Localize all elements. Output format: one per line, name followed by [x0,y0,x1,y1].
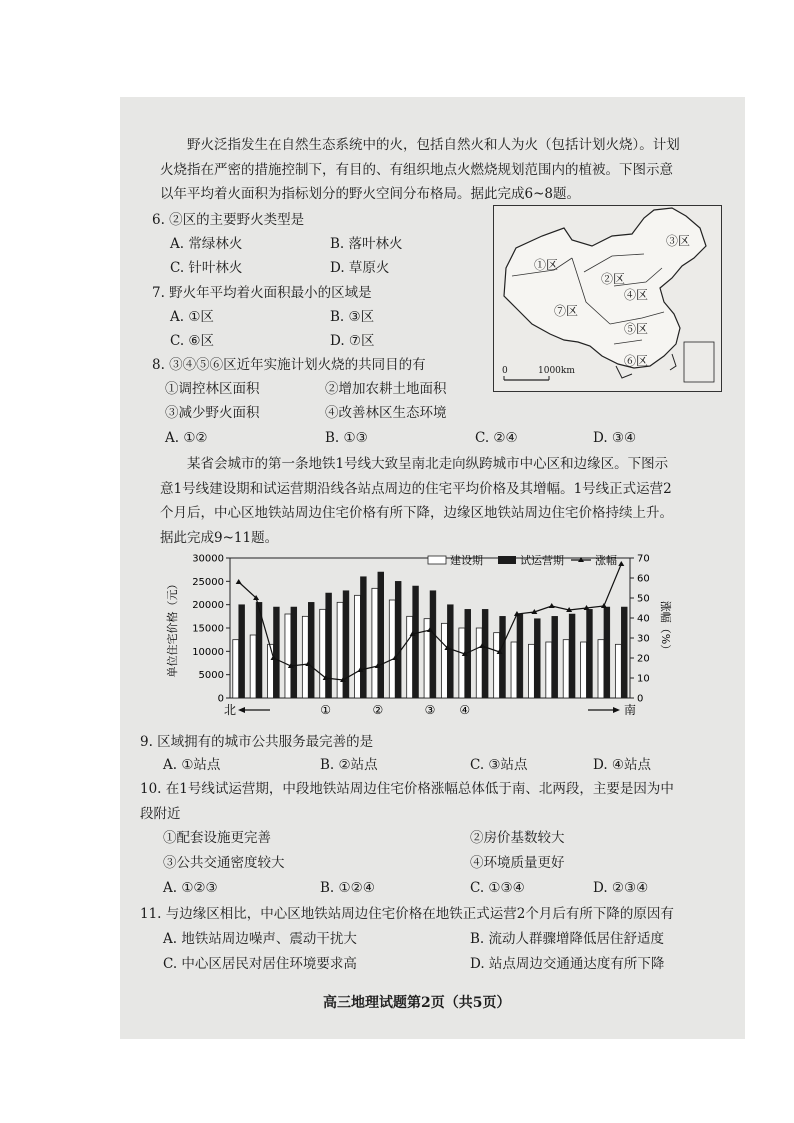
y2-tick-label: 70 [637,553,650,565]
q6-stem: 6. ②区的主要野火类型是 [152,212,305,228]
bar-construction [407,616,413,698]
q8-item-3: ③减少野火面积 [165,405,260,421]
station-mark: ④ [459,703,471,717]
q11-option-d: D. 站点周边交通通达度有所下降 [470,956,665,972]
bar-construction [337,602,343,698]
q10-item-3: ③公共交通密度较大 [163,855,285,871]
q10-option-d: D. ②③④ [593,880,649,896]
q7-option-c: C. ⑥区 [170,333,215,349]
bar-construction [233,640,239,698]
q8-item-1: ①调控林区面积 [165,381,260,397]
y-tick-label: 0 [217,693,224,705]
region-6-label: ⑥区 [624,354,649,368]
q10-stem-line1: 10. 在1号线试运营期，中段地铁站周边住宅价格涨幅总体低于南、北两段，主要是因为中 [140,781,674,797]
q11-stem: 11. 与边缘区相比，中心区地铁站周边住宅价格在地铁正式运营2个月后有所下降的原因有 [140,906,674,922]
q10-item-4: ④环境质量更好 [470,855,565,871]
bar-construction [494,633,500,698]
growth-point [549,603,555,608]
q8-stem: 8. ③④⑤⑥区近年实施计划火烧的共同目的有 [152,357,426,373]
q8-item-2: ②增加农耕土地面积 [325,381,447,397]
y2-tick-label: 60 [637,573,650,585]
bar-trial [621,607,627,698]
q7-stem: 7. 野火年平均着火面积最小的区域是 [152,285,372,301]
q8-option-b: B. ①③ [325,430,368,446]
q11-option-a: A. 地铁站周边噪声、震动干扰大 [163,931,357,947]
q6-option-b: B. 落叶林火 [330,236,403,252]
q9-option-c: C. ③站点 [470,757,528,773]
bar-construction [615,644,621,698]
bar-construction [459,628,465,698]
q8-option-d: D. ③④ [593,430,637,446]
bar-construction [285,614,291,698]
q9-option-b: B. ②站点 [320,757,378,773]
scale-zero: 0 [502,366,508,376]
y-tick-label: 5000 [198,670,224,682]
y2-tick-label: 0 [637,693,644,705]
bar-trial [552,616,558,698]
station-mark: ① [320,703,332,717]
legend-label-trial: 试运营期 [520,554,564,567]
y-tick-label: 20000 [192,600,224,612]
q10-item-1: ①配套设施更完善 [163,830,271,846]
bar-construction [355,595,361,698]
region-4-label: ④区 [624,288,649,302]
bar-construction [581,642,587,698]
wildfire-zone-map [493,205,722,392]
y2-tick-label: 30 [637,633,650,645]
bar-trial [395,581,401,698]
bar-trial [360,577,366,698]
north-label: 北 [224,703,237,717]
q10-option-c: C. ①③④ [470,880,525,896]
y-tick-label: 15000 [192,623,224,635]
growth-point [601,603,607,608]
bar-trial [291,607,297,698]
bar-trial [326,593,332,698]
bar-trial [430,591,436,698]
region-5-label: ⑤区 [624,322,649,336]
y-axis-label: 单位住宅价格（元） [166,578,179,678]
q9-stem: 9. 区域拥有的城市公共服务最完善的是 [140,734,374,750]
south-arrow-head [613,707,620,713]
y2-tick-label: 10 [637,673,650,685]
bar-construction [268,644,274,698]
bar-trial [604,607,610,698]
legend-swatch-trial [498,556,516,564]
intro-paragraph-fire: 野火泛指发生在自然生态系统中的火，包括自然火和人为火（包括计划火烧）。计划火烧指在严密的措施控制下，有目的、有组织地点火燃烧规划范围内的植被。下图示意以年平均着火面积为指标划分的野火空间分布格局。据此完成6~8题。 [160,137,680,202]
y-tick-label: 30000 [192,553,224,565]
bar-trial [517,614,523,698]
bar-construction [511,642,517,698]
q9-option-d: D. ④站点 [593,757,652,773]
q10-item-2: ②房价基数较大 [470,830,565,846]
q8-option-a: A. ①② [165,430,208,446]
bar-construction [528,644,534,698]
north-arrow-head [238,707,245,713]
metro-housing-price-chart [160,548,680,728]
growth-point [236,579,242,584]
bar-trial [378,572,384,698]
growth-point [618,561,624,566]
region-1-label: ①区 [534,258,559,272]
y-tick-label: 10000 [192,646,224,658]
bar-construction [546,642,552,698]
south-label: 南 [624,703,637,717]
bar-construction [372,588,378,698]
bar-trial [447,605,453,698]
bar-construction [250,635,256,698]
q6-option-c: C. 针叶林火 [170,260,243,276]
q10-option-a: A. ①②③ [163,880,218,896]
bar-trial [500,616,506,698]
legend-label-construction: 建设期 [450,554,483,567]
bar-construction [563,640,569,698]
bar-construction [441,623,447,698]
y2-axis-label: 涨幅（%） [659,600,672,656]
q10-stem-line2: 段附近 [140,806,181,822]
q10-option-b: B. ①②④ [320,880,375,896]
y2-tick-label: 20 [637,653,650,665]
q6-option-a: A. 常绿林火 [170,236,243,252]
station-mark: ② [372,703,384,717]
bar-trial [413,586,419,698]
y-tick-label: 25000 [192,576,224,588]
region-7-label: ⑦区 [554,304,579,318]
bar-trial [587,609,593,698]
q6-option-d: D. 草原火 [330,260,390,276]
y2-tick-label: 40 [637,613,650,625]
q11-option-c: C. 中心区居民对居住环境要求高 [163,956,357,972]
bar-construction [476,628,482,698]
q8-item-4: ④改善林区生态环境 [325,405,447,421]
intro-paragraph-metro: 某省会城市的第一条地铁1号线大致呈南北走向纵跨城市中心区和边缘区。下图示意1号线建设期和试运营期沿线各站点周边的住宅平均价格及其增幅。1号线正式运营2个月后，中心区地铁站周边住宅价格有所下降，边缘区地铁站周边住宅价格持续上升。据此完成9~11题。 [160,456,673,546]
bar-construction [320,609,326,698]
bar-trial [569,614,575,698]
region-3-label: ③区 [666,234,691,248]
bar-construction [302,616,308,698]
q8-option-c: C. ②④ [475,430,518,446]
q7-option-d: D. ⑦区 [330,333,375,349]
bar-trial [534,619,540,698]
bar-construction [598,640,604,698]
bar-construction [389,600,395,698]
q11-option-b: B. 流动人群骤增降低居住舒适度 [470,931,665,947]
legend-label-growth: 涨幅 [595,554,617,567]
bar-trial [273,607,279,698]
station-mark: ③ [424,703,436,717]
bar-trial [482,609,488,698]
q9-option-a: A. ①站点 [163,757,221,773]
region-2-label: ②区 [601,272,626,286]
scale-length: 1000km [538,366,575,376]
page-footer: 高三地理试题第2页（共5页） [323,995,511,1011]
bar-trial [239,605,245,698]
y2-tick-label: 50 [637,593,650,605]
q7-option-a: A. ①区 [170,309,214,325]
bar-trial [308,602,314,698]
q7-option-b: B. ③区 [330,309,375,325]
legend-swatch-construction [428,556,446,564]
